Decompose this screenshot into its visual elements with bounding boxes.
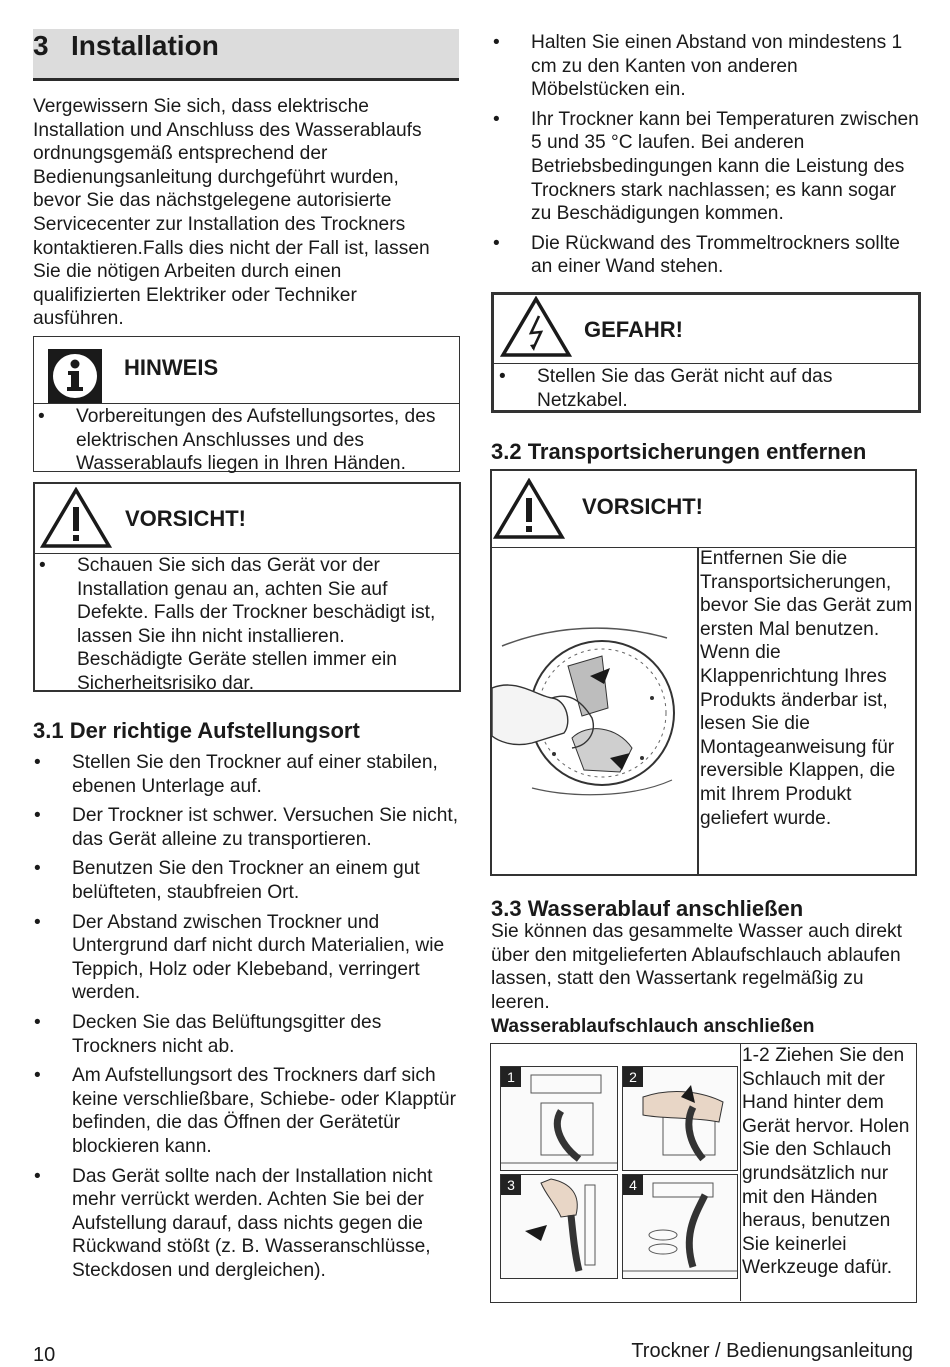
- list-item: [33, 1011, 460, 1058]
- bullet: •: [493, 108, 500, 130]
- electric-hazard-icon: [500, 296, 572, 358]
- section-heading-3-1: 3.1 Der richtige Aufstellungsort: [33, 718, 360, 743]
- footer-title: Trockner / Bedienungsanleitung: [631, 1340, 913, 1362]
- vorsicht-text: Schauen Sie sich das Gerät vor der Installation genau an, achten Sie auf Defekte. Falls der Trockner beschädigt ist, lassen Sie ihn nicht installieren. Beschädigte Geräte stellen immer ein Sicherheitsrisiko dar.: [77, 555, 436, 694]
- list-item-text: Der Trockner ist schwer. Versuchen Sie nicht, das Gerät alleine zu transportieren.: [72, 805, 459, 850]
- bullet: •: [34, 1165, 41, 1187]
- gefahr-text: Stellen Sie das Gerät nicht auf das Netzkabel.: [537, 366, 833, 411]
- list-item-text: Decken Sie das Belüftungsgitter des Trockners nicht ab.: [72, 1011, 382, 1057]
- drain-hose-illustration: [623, 1175, 737, 1278]
- step-number: 4: [623, 1175, 643, 1195]
- list-item: [33, 857, 460, 904]
- drain-hose-illustration: [501, 1067, 617, 1170]
- chapter-header: [33, 29, 459, 81]
- drain-paragraph: Sie können das gesammelte Wasser auch direkt über den mitgelieferten Ablaufschlauch ablaufen lassen, statt den Wassertank regelmäßig zu leeren.: [491, 921, 902, 1013]
- chapter-title: Installation: [71, 30, 219, 61]
- section-heading-3-2: 3.2 Transportsicherungen entfernen: [491, 439, 867, 464]
- intro-paragraph: Vergewissern Sie sich, dass elektrische Installation und Anschluss des Wasserablaufs ordnungsgemäß entsprechend der Bedienungsanleitung durchgeführt wurden, bevor Sie das nächstgelegene autorisierte Servicecenter zur Installation des Trockners kontaktieren.Falls dies nicht der Fall ist, lassen Sie die nötigen Arbeiten durch einen qualifizierten Elektriker oder Techniker ausführen.: [33, 96, 430, 330]
- warning-icon: [493, 478, 565, 540]
- bullet: •: [34, 858, 41, 880]
- step-panel: [500, 1066, 618, 1171]
- placement-list: [33, 751, 460, 1288]
- hinweis-title: HINWEIS: [124, 355, 219, 380]
- drain-hose-illustration: [501, 1175, 617, 1278]
- step-number: 1: [501, 1067, 521, 1087]
- list-item: [33, 911, 460, 1005]
- list-item-text: Der Abstand zwischen Trockner und Untergrund darf nicht durch Materialien, wie Teppich, Holz oder Klebeband, verringert werden.: [72, 911, 445, 1004]
- list-item-text: Die Rückwand des Trommeltrockners sollte an einer Wand stehen.: [531, 232, 900, 278]
- gefahr-title: GEFAHR!: [584, 317, 683, 342]
- list-item-text: Das Gerät sollte nach der Installation nicht mehr verrückt werden. Achten Sie bei der Aufstellung darauf, dass nichts gegen die Rückwand stößt (z. B. Wasseranschlüsse, Steckdosen und dergleichen).: [72, 1165, 433, 1281]
- list-item: [492, 108, 920, 226]
- gefahr-box: [491, 292, 921, 413]
- section-heading-3-3: 3.3 Wasserablauf anschließen: [491, 896, 804, 921]
- list-item-text: Halten Sie einen Abstand von mindestens 1 cm zu den Kanten von anderen Möbelstücken ein.: [531, 32, 903, 101]
- bullet: •: [493, 232, 500, 254]
- list-item-text: Stellen Sie den Trockner auf einer stabilen, ebenen Unterlage auf.: [72, 752, 438, 797]
- step-panel: [622, 1066, 738, 1171]
- transport-box-title: VORSICHT!: [582, 494, 703, 519]
- bullet: •: [34, 752, 41, 773]
- bullet: •: [493, 32, 500, 53]
- transport-vorsicht-box: [490, 469, 917, 876]
- drain-steps-box: [490, 1043, 917, 1303]
- list-item: [33, 1064, 460, 1158]
- step-panel: [500, 1174, 618, 1279]
- list-item: [492, 31, 920, 102]
- chapter-number: 3: [33, 30, 49, 61]
- vorsicht-title: VORSICHT!: [125, 506, 246, 531]
- list-item-text: Am Aufstellungsort des Trockners darf sich keine verschließbare, Schiebe- oder Klapptür befinden, die das Öffnen der Gerätetür blockieren kann.: [72, 1065, 456, 1157]
- drain-instruction: 1-2 Ziehen Sie den Schlauch mit der Hand hinter dem Gerät hervor. Holen Sie den Schlauch grundsätzlich nur mit den Händen heraus, benutzen Sie keinerlei Werkzeuge dafür.: [742, 1045, 910, 1279]
- hinweis-box: [33, 336, 460, 475]
- bullet: •: [34, 1065, 41, 1087]
- page-number: 10: [33, 1344, 56, 1366]
- transport-text: Entfernen Sie die Transportsicherungen, bevor Sie das Gerät zum ersten Mal benutzen. Wenn die Klappenrichtung Ihres Produkts änderbar ist, lesen Sie die Montageanweisung für reversible Klappen, die mit Ihrem Produkt geliefert wurde.: [700, 548, 913, 829]
- list-item: [33, 751, 460, 798]
- step-number: 2: [623, 1067, 643, 1087]
- step-panel: [622, 1174, 738, 1279]
- placement-list-continued: [492, 31, 920, 285]
- drain-subheading: Wasserablaufschlauch anschließen: [491, 1016, 815, 1037]
- bullet: •: [38, 406, 45, 427]
- drain-hose-illustration: [623, 1067, 737, 1170]
- bullet: •: [34, 805, 41, 827]
- list-item-text: Benutzen Sie den Trockner an einem gut belüfteten, staubfreien Ort.: [72, 858, 420, 903]
- drum-transport-illustration: [492, 548, 696, 874]
- list-item: [492, 232, 920, 279]
- bullet: •: [499, 366, 506, 387]
- info-icon: [48, 349, 102, 403]
- bullet: •: [34, 911, 41, 933]
- vorsicht-box: [33, 482, 461, 692]
- bullet: •: [39, 555, 46, 576]
- hinweis-text: Vorbereitungen des Aufstellungsortes, des elektrischen Anschlusses und des Wasserablaufs liegen in Ihren Händen.: [76, 406, 436, 475]
- list-item: [33, 1165, 460, 1283]
- step-number: 3: [501, 1175, 521, 1195]
- warning-icon: [40, 487, 112, 549]
- list-item: [33, 804, 460, 851]
- list-item-text: Ihr Trockner kann bei Temperaturen zwischen 5 und 35 °C laufen. Bei anderen Betriebsbedingungen kann die Leistung des Trockners stark nachlassen; es kann sogar zu Beschädigungen kommen.: [531, 108, 919, 225]
- bullet: •: [34, 1011, 41, 1033]
